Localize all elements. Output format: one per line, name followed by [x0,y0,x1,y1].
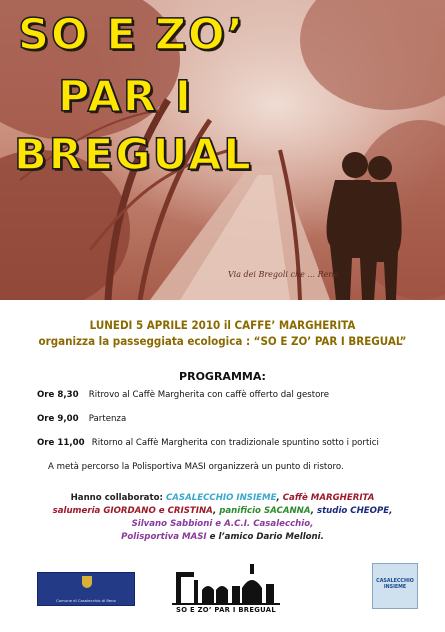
program-time: Ore 8,30 [37,390,79,400]
collaborator-panificio: panificio SACANNA [219,506,311,516]
town-skyline-icon [172,562,280,606]
program-time: Ore 9,00 [37,414,79,424]
event-logo [172,562,280,620]
collaborators-line-3: Silvano Sabbioni e A.C.I. Casalecchio, [131,519,314,529]
comune-logo-label: Comune di Casalecchio di Reno [56,598,116,603]
hero-photo [0,0,445,300]
collaborator-polisportiva: Polisportiva MASI [121,532,207,542]
collaborator-amico: e l’amico Dario Melloni. [209,532,324,542]
casalecchio-insieme-logo [372,563,418,609]
coat-of-arms-icon [82,576,92,588]
collaborator-caffe-margherita: Caffè MARGHERITA [282,493,375,503]
casalecchio-insieme-logo-label: CASALECCHIO INSIEME [376,579,414,590]
collaborators-line-4 [0,531,445,544]
program-text: Ritorno al Caffè Margherita con tradizionale spuntino sotto i portici [91,438,379,448]
event-description-headline: organizza la passeggiata ecologica : “SO E ZO’ PAR I BREGUAL” [38,334,407,348]
program-title: PROGRAMMA: [179,370,266,383]
program-item [37,390,329,400]
event-logo-label: SO E ZO’ PAR I BREGUAL [176,606,276,614]
program-item [37,438,379,448]
collaborators-lead: Hanno collaborato: [70,493,163,503]
collaborator-casalecchio-insieme: CASALECCHIO INSIEME [165,493,277,503]
program-text: Ritrovo al Caffè Margherita con caffè offerto dal gestore [88,390,330,400]
title-line-1: SO E ZO’ [18,10,245,60]
program-time: Ore 11,00 [37,438,85,448]
collaborators-line-1 [0,492,445,505]
collaborator-studio: studio CHEOPE [316,506,390,516]
collaborators-line-2: salumeria GIORDANO e CRISTINA, panificio SACANNA, studio CHEOPE, [52,506,393,516]
separator: , [276,493,280,503]
event-date-headline: LUNEDI 5 APRILE 2010 il CAFFE’ MARGHERITA [89,318,356,332]
program-item [37,414,126,424]
photo-caption: Via dei Bregoli che ... Reno [228,270,339,279]
title-line-3: BREGUAL [14,130,253,180]
refreshment-note: A metà percorso la Polisportiva MASI organizzerà un punto di ristoro. [48,462,344,472]
collaborator-salumeria: salumeria GIORDANO e CRISTINA [52,506,213,516]
program-text: Partenza [88,414,127,424]
comune-logo [37,572,135,606]
title-line-2: PAR I [58,72,193,122]
